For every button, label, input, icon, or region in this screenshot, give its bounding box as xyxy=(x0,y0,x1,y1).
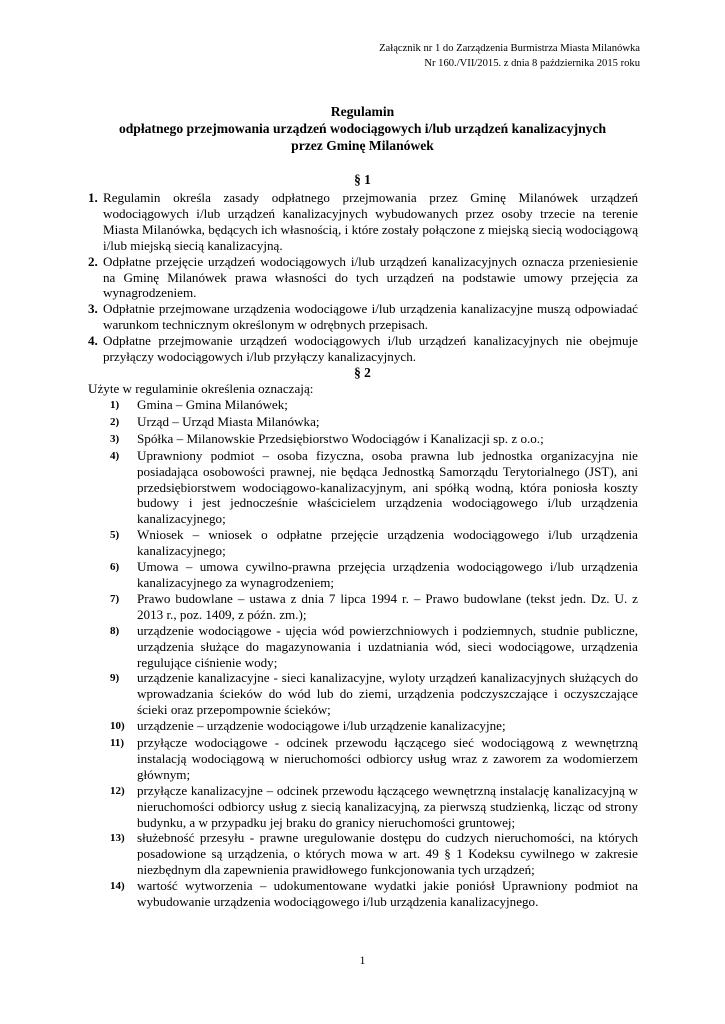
definition-text: Uprawniony podmiot – osoba fizyczna, osoba prawna lub jednostka organizacyjna nie posiadająca osobowości prawnej, nie będąca Jednostką Samorządu Terytorialnego (JST), ani przedsiębiorstwem wodociągowo-kanalizacyjnym, ani spółką wodną, która poniosła koszty budowy i jest jednocześnie właścicielem urządzenia wodociągowego i/lub urządzenia kanalizacyjnego; xyxy=(137,447,638,527)
definition-text: Spółka – Milanowskie Przedsiębiorstwo Wodociągów i Kanalizacji sp. z o.o.; xyxy=(137,430,544,446)
definition-text: służebność przesyłu - prawne uregulowanie dostępu do cudzych nieruchomości, na których posadowione są urządzenia, o których mowa w art. 49 § 1 Kodeksu cywilnego w zakresie niezbędnym dla zapewnienia prawidłowego funkcjonowania tych urządzeń; xyxy=(137,830,638,878)
definition-number: 2) xyxy=(110,415,120,428)
definition-item xyxy=(110,735,638,783)
list-item xyxy=(88,254,638,302)
definition-number: 11) xyxy=(110,737,125,750)
definition-text: Umowa – umowa cywilno-prawna przejęcia urządzenia wodociągowego i/lub urządzenia kanalizacyjnego za wynagrodzeniem; xyxy=(137,559,638,590)
definition-item xyxy=(110,830,638,878)
section-2-heading: § 2 xyxy=(354,365,371,380)
list-item-number: 2. xyxy=(88,253,98,269)
definition-item xyxy=(110,397,638,414)
attachment-note-line-1: Załącznik nr 1 do Zarządzenia Burmistrza Miasta Milanówka xyxy=(379,43,640,54)
definition-text: Urząd – Urząd Miasta Milanówka; xyxy=(137,413,320,429)
list-item-text: Odpłatne przejęcie urządzeń wodociągowych i/lub urządzeń kanalizacyjnych oznacza przeniesienie na Gminę Milanówek prawa własności do tych urządzeń na podstawie umowy przejęcia za wynagrodzeniem. xyxy=(103,253,638,301)
page-number: 1 xyxy=(359,955,366,967)
attachment-note xyxy=(379,41,640,71)
document-title xyxy=(0,103,725,154)
definition-text: urządzenie – urządzenie wodociągowe i/lub urządzenie kanalizacyjne; xyxy=(137,718,506,734)
definition-item xyxy=(110,783,638,831)
title-line-1: Regulamin xyxy=(330,104,395,119)
definition-item xyxy=(110,878,638,910)
title-line-2: odpłatnego przejmowania urządzeń wodociągowych i/lub urządzeń kanalizacyjnych xyxy=(118,121,607,136)
definition-item xyxy=(110,431,638,448)
list-item xyxy=(88,333,638,365)
definition-text: urządzenie kanalizacyjne - sieci kanalizacyjne, wyloty urządzeń kanalizacyjnych służących do wprowadzania ścieków do wód lub do ziemi, urządzenia podczyszczające i oczyszczające ścieki oraz przepompownie ścieków; xyxy=(137,670,638,718)
definition-number: 8) xyxy=(110,624,120,637)
definition-item xyxy=(110,718,638,735)
definitions-list xyxy=(110,397,638,910)
definition-text: przyłącze wodociągowe - odcinek przewodu łączącego sieć wodociągową z wewnętrzną instalacją wodociągową w nieruchomości odbiorcy usług wraz z zaworem za wodomierzem głównym; xyxy=(137,735,638,782)
definition-number: 7) xyxy=(110,592,120,605)
definition-text: urządzenie wodociągowe - ujęcia wód powierzchniowych i podziemnych, studnie publiczne, urządzenia służące do magazynowania i uzdatniania wód, sieci wodociągowe, urządzenia regulujące ciśnienie wody; xyxy=(137,622,638,670)
title-line-3: przez Gminę Milanówek xyxy=(291,138,434,153)
definition-number: 9) xyxy=(110,672,120,685)
definition-number: 12) xyxy=(110,784,125,797)
definition-number: 3) xyxy=(110,432,120,445)
section-2-intro: Użyte w regulaminie określenia oznaczają: xyxy=(88,381,314,396)
list-item-number: 3. xyxy=(88,301,98,317)
definition-number: 5) xyxy=(110,529,120,542)
list-item xyxy=(88,190,638,254)
definition-item xyxy=(110,670,638,718)
definition-number: 6) xyxy=(110,561,120,574)
definition-item xyxy=(110,623,638,671)
section-1-list xyxy=(88,190,638,365)
definition-item xyxy=(110,414,638,431)
definition-item xyxy=(110,527,638,559)
definition-number: 14) xyxy=(110,880,125,893)
section-1-heading: § 1 xyxy=(354,172,371,187)
definition-text: wartość wytworzenia – udokumentowane wydatki jakie poniósł Uprawniony podmiot na wybudowanie urządzenia wodociągowego i/lub urządzenia kanalizacyjnego. xyxy=(137,878,638,910)
list-item-text: Odpłatne przejmowanie urządzeń wodociągowych i/lub urządzeń kanalizacyjnych nie obejmuje przyłączy wodociągowych i/lub przyłączy kanalizacyjnych. xyxy=(103,333,638,365)
list-item-number: 4. xyxy=(88,333,98,349)
definition-item xyxy=(110,448,638,528)
definition-text: Wniosek – wniosek o odpłatne przejęcie urządzenia wodociągowego i/lub urządzenia kanalizacyjnego; xyxy=(137,527,638,559)
definition-item xyxy=(110,559,638,591)
definition-text: Gmina – Gmina Milanówek; xyxy=(137,397,288,412)
definition-number: 4) xyxy=(110,449,120,462)
definition-number: 1) xyxy=(110,399,120,411)
definition-number: 10) xyxy=(110,720,125,733)
list-item xyxy=(88,301,638,333)
list-item-text: Regulamin określa zasady odpłatnego przejmowania przez Gminę Milanówek urządzeń wodociągowych i/lub urządzeń kanalizacyjnych wybudowanych przez osoby trzecie na terenie Miasta Milanówka, będących ich własnością, i które zostały połączone z miejską siecią wodociągową i/lub miejską siecią kanalizacyjną. xyxy=(103,190,638,253)
definition-text: Prawo budowlane – ustawa z dnia 7 lipca 1994 r. – Prawo budowlane (tekst jedn. Dz. U. z 2013 r., poz. 1409, z późn. zm.); xyxy=(137,590,638,622)
definition-item xyxy=(110,591,638,623)
list-item-number: 1. xyxy=(88,190,98,205)
list-item-text: Odpłatnie przejmowane urządzenia wodociągowe i/lub urządzenia kanalizacyjne muszą odpowiadać warunkom technicznym określonym w odrębnych przepisach. xyxy=(103,301,638,333)
definition-number: 13) xyxy=(110,832,125,845)
definition-text: przyłącze kanalizacyjne – odcinek przewodu łączącego wewnętrzną instalację kanalizacyjną w nieruchomości odbiorcy usług z siecią kanalizacyjną, za pierwszą studzienką, licząc od strony budynku, a w przypadku jej braku do granicy nieruchomości gruntowej; xyxy=(137,782,638,830)
attachment-note-line-2: Nr 160./VII/2015. z dnia 8 października 2015 roku xyxy=(424,58,640,69)
